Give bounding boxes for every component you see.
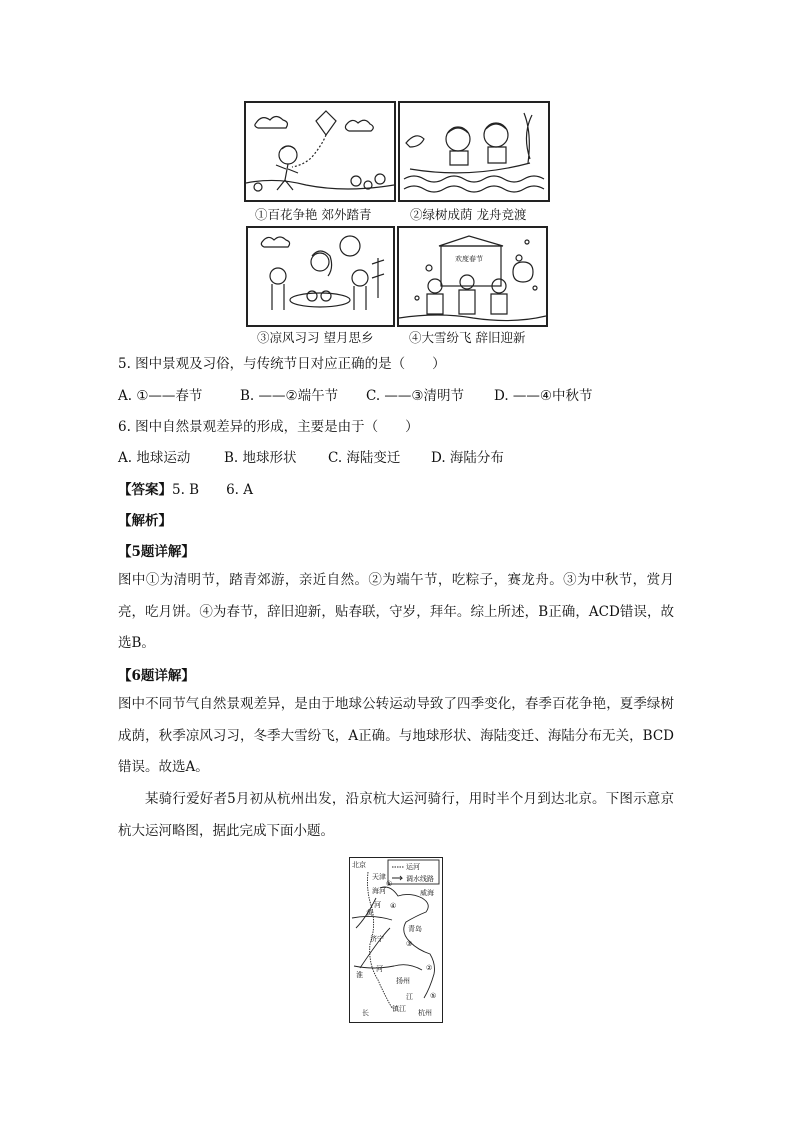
intro-paragraph: 某骑行爱好者5月初从杭州出发，沿京杭大运河骑行，用时半个月到达北京。下图示意京杭大运河略图，据此完成下面小题。 — [118, 791, 674, 839]
map-place-he-1: 河 — [374, 901, 381, 909]
map-place-he-2: 河 — [376, 965, 383, 973]
map-place-tianjin: 天津 — [372, 873, 386, 881]
map-marker-5: ⑤ — [430, 992, 437, 1000]
caption-winter: ④大雪纷飞 辞旧迎新 — [409, 330, 526, 345]
map-legend-route: 调水线路 — [406, 875, 434, 883]
q5-option-b: B. ——②端午节 — [240, 388, 339, 404]
q6-option-a: A. 地球运动 — [118, 450, 191, 466]
map-place-jining: 济宁 — [370, 935, 384, 943]
map-place-haihe: 海河 — [372, 887, 386, 895]
map-marker-3: ③ — [406, 940, 413, 948]
kite-flying-drawing — [246, 103, 394, 200]
q6-option-c: C. 海陆变迁 — [328, 450, 401, 466]
illustration-summer — [398, 101, 550, 202]
map-place-hangzhou: 杭州 — [418, 1009, 432, 1017]
answer-text: 5. B 6. A — [172, 482, 254, 498]
grand-canal-map — [349, 857, 443, 1023]
q5-option-a: A. ①——春节 — [118, 388, 203, 404]
map-marker-2: ② — [426, 964, 433, 972]
map-legend-canal: 运河 — [406, 863, 420, 871]
map-place-chang: 长 — [362, 1009, 369, 1017]
map-place-huai: 淮 — [356, 971, 363, 979]
q5-option-c: C. ——③清明节 — [366, 388, 465, 404]
spring-festival-sign: 欢度春节 — [455, 255, 483, 263]
map-marker-1: ① — [386, 880, 393, 888]
illustration-winter — [397, 226, 548, 327]
map-place-zhenjiang: 镇江 — [392, 1005, 406, 1013]
map-marker-4: ④ — [390, 902, 397, 910]
detail-6-text: 图中不同节气自然景观差异，是由于地球公转运动导致了四季变化，春季百花争艳，夏季绿树成荫，秋季凉风习习，冬季大雪纷飞，A正确。与地球形状、海陆变迁、海陆分布无关，BCD错误。故选A。 — [118, 696, 674, 775]
moon-gazing-drawing — [248, 228, 393, 325]
q5-option-d: D. ——④中秋节 — [494, 388, 593, 404]
answer-label: 【答案】 — [118, 482, 172, 498]
question-5-stem: 5. 图中景观及习俗，与传统节日对应正确的是（ ） — [118, 356, 446, 372]
illustration-autumn — [246, 226, 395, 327]
caption-summer: ②绿树成荫 龙舟竞渡 — [410, 207, 527, 222]
map-place-jiang: 江 — [406, 993, 413, 1001]
caption-autumn: ③凉风习习 望月思乡 — [257, 330, 374, 345]
map-place-huang: 黄 — [366, 909, 373, 917]
q6-option-b: B. 地球形状 — [224, 450, 297, 466]
map-place-yangzhou: 扬州 — [396, 977, 410, 985]
caption-spring: ①百花争艳 郊外踏青 — [255, 207, 372, 222]
answer-line — [118, 478, 253, 498]
detail-6-label: 【6题详解】 — [118, 668, 195, 684]
map-place-weihai: 威海 — [420, 889, 434, 897]
question-6-stem: 6. 图中自然景观差异的形成，主要是由于（ ） — [118, 419, 419, 435]
dragon-boat-drawing — [400, 103, 548, 200]
analysis-label: 【解析】 — [118, 513, 172, 529]
illustration-spring — [244, 101, 396, 202]
snow-new-year-drawing — [399, 228, 546, 325]
q6-option-d: D. 海陆分布 — [431, 450, 504, 466]
detail-5-text: 图中①为清明节，踏青郊游，亲近自然。②为端午节，吃粽子，赛龙舟。③为中秋节，赏月亮，吃月饼。④为春节，辞旧迎新，贴春联，守岁，拜年。综上所述，B正确，ACD错误，故选B。 — [118, 572, 674, 651]
map-place-beijing: 北京 — [352, 861, 366, 869]
detail-5-label: 【5题详解】 — [118, 544, 195, 560]
map-place-qingdao: 青岛 — [408, 925, 422, 933]
